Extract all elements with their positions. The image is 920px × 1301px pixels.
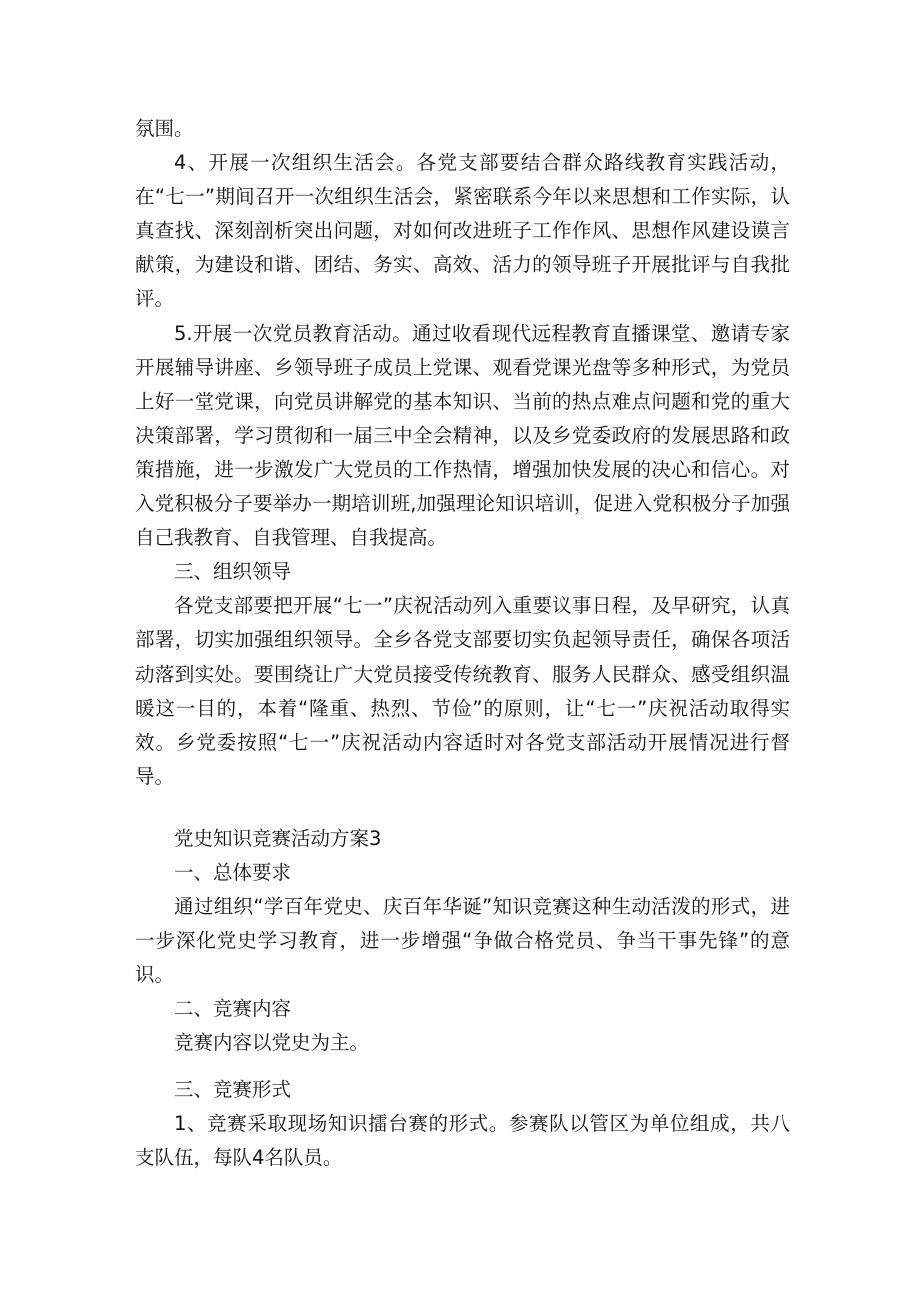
spacer	[135, 794, 790, 822]
section-heading-overall: 一、总体要求	[174, 860, 292, 884]
section-heading-organization: 三、组织领导	[174, 560, 292, 584]
spacer	[135, 1061, 790, 1073]
paragraph-organization: 各党支部要把开展“七一”庆祝活动列入重要议事日程，及早研究，认真部署，切实加强组织领导。全乡各党支部要切实负起领导责任，确保各项活动落到实处。要围绕让广大党员接受传统教育、服务人民群众、感受组织温暖这一目的，本着“隆重、热烈、节俭”的原则，让“七一”庆祝活动取得实效。乡党委按照“七一”庆祝活动内容适时对各党支部活动开展情况进行督导。	[135, 594, 790, 788]
paragraph-content: 竞赛内容以党史为主。	[174, 1031, 370, 1055]
paragraph-format-1: 1、竞赛采取现场知识擂台赛的形式。参赛队以管区为单位组成，共八支队伍，每队4名队员。	[135, 1111, 790, 1169]
paragraph-item-5: 5.开展一次党员教育活动。通过收看现代远程教育直播课堂、邀请专家开展辅导讲座、乡领导班子成员上党课、观看党课光盘等多种形式，为党员上好一堂党课，向党员讲解党的基本知识、当前的热点难点问题和党的重大决策部署，学习贯彻和一届三中全会精神，以及乡党委政府的发展思路和政策措施，进一步激发广大党员的工作热情，增强加快发展的决心和信心。对入党积极分子要举办一期培训班,加强理论知识培训，促进入党积极分子加强自己我教育、自我管理、自我提高。	[135, 321, 790, 550]
paragraph-overall: 通过组织“学百年党史、庆百年华诞”知识竞赛这种生动活泼的形式，进一步深化党史学习教育，进一步增强“争做合格党员、争当干事先锋”的意识。	[135, 895, 790, 987]
paragraph-item-4: 4、开展一次组织生活会。各党支部要结合群众路线教育实践活动，在“七一”期间召开一次组织生活会，紧密联系今年以来思想和工作实际，认真查找、深刻剖析突出问题，对如何改进班子工作作风、思想作风建设谟言献策，为建设和谐、团结、务实、高效、活力的领导班子开展批评与自我批评。	[135, 151, 790, 311]
paragraph-continuation: 氛围。	[135, 117, 194, 140]
section-heading-format: 三、竞赛形式	[174, 1077, 292, 1101]
document-title-plan-3: 党史知识竞赛活动方案3	[174, 826, 382, 850]
document-body	[135, 112, 790, 1175]
section-heading-content: 二、竞赛内容	[174, 997, 292, 1021]
